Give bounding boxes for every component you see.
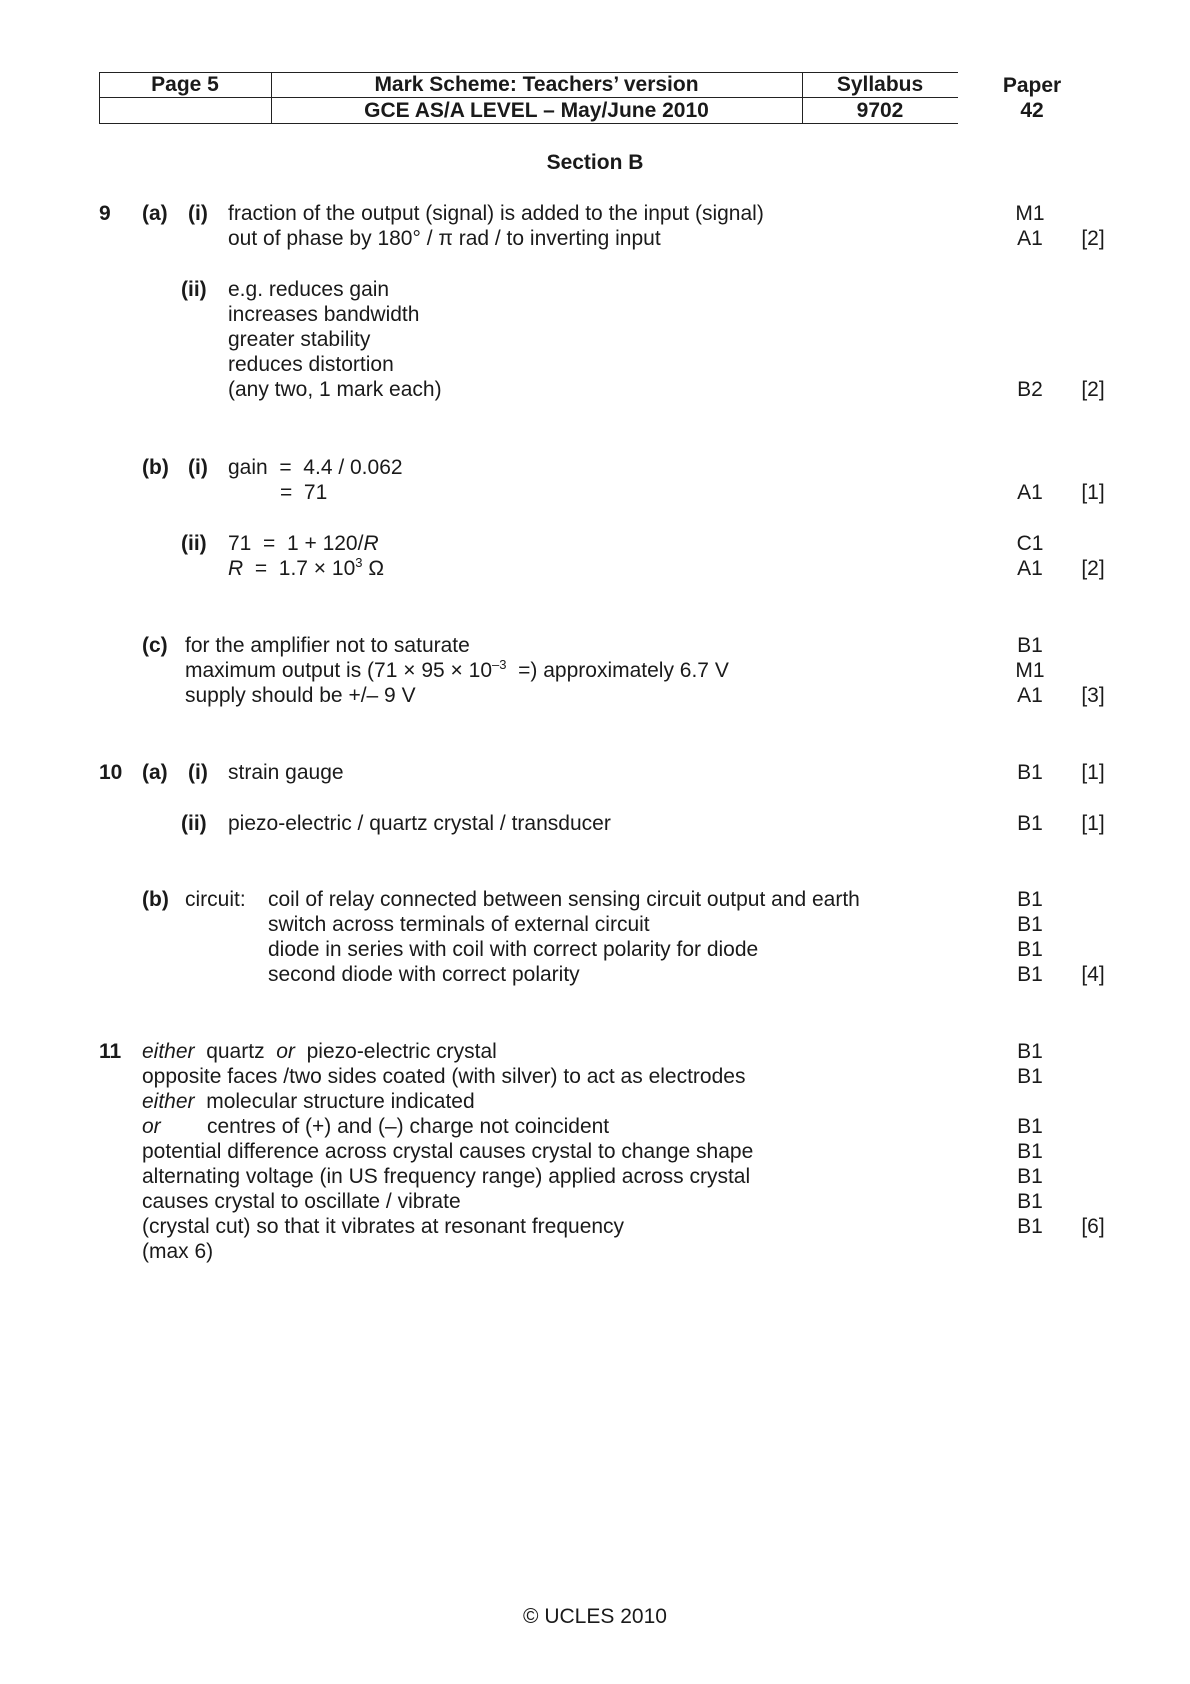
q9c-mark3: A1 [1017,684,1043,707]
q10ai-total: [1] [1081,761,1105,784]
q11-total: [6] [1081,1215,1105,1238]
q9bii-line1-text: 71 = 1 + 120/ [228,532,364,555]
q9ai-mark1: M1 [1015,202,1045,225]
q9aii-line2: increases bandwidth [228,303,420,326]
q9bii-line2-sup: 3 [355,555,363,570]
q11-number: 11 [99,1040,122,1063]
q11-mark2: B1 [1017,1065,1043,1088]
q11-mark7: B1 [1017,1215,1043,1238]
q10aii-label: (ii) [181,812,207,835]
q9aii-label: (ii) [181,278,207,301]
q9aii-mark: B2 [1017,378,1043,401]
q9ai-line1: fraction of the output (signal) is added to the input (signal) [228,202,764,225]
q9bi-total: [1] [1081,481,1105,504]
q9aii-line1: e.g. reduces gain [228,278,390,301]
q10ai-mark: B1 [1017,761,1043,784]
q9c-total: [3] [1081,684,1105,707]
q9bii-line2-var: R [228,557,244,580]
q9bii-mark2: A1 [1017,557,1043,580]
q10b-line1: coil of relay connected between sensing circuit output and earth [268,888,860,911]
q9bii-line1-var: R [363,532,379,555]
q9-number: 9 [99,202,111,225]
header-paper-number: 42 [1020,99,1044,122]
q9bii-line2-text: = 1.7 × 10 [243,557,356,580]
q9aii-line5: (any two, 1 mark each) [228,378,442,401]
q10b-mark1: B1 [1017,888,1043,911]
q10b-line2: switch across terminals of external circuit [268,913,650,936]
q11-line1 [142,1039,497,1064]
q10b-mark2: B1 [1017,913,1043,936]
header-exam: GCE AS/A LEVEL – May/June 2010 [364,99,709,122]
q10aii-text: piezo-electric / quartz crystal / transducer [228,812,611,835]
q9bii-mark1: C1 [1016,532,1044,555]
q11-line4-or: or [142,1115,161,1138]
q9bii-total: [2] [1081,557,1105,580]
q11-line1-either: either [142,1040,195,1063]
q9aii-total: [2] [1081,378,1105,401]
q9bi-label: (i) [188,456,208,479]
q9bi-line2: = 71 [280,481,328,504]
q10ai-text: strain gauge [228,761,344,784]
section-title: Section B [546,151,644,174]
header-paper-label: Paper [1002,74,1062,97]
q10b-line4: second diode with correct polarity [268,963,580,986]
q9ai-total: [2] [1081,227,1105,250]
header-table [99,72,958,124]
q11-line6: alternating voltage (in US frequency range) applied across crystal [142,1165,751,1188]
header-syllabus-code: 9702 [856,99,904,122]
q11-line3-either: either [142,1090,195,1113]
q10b-label: (b) [142,888,169,911]
q9ai-mark2: A1 [1017,227,1043,250]
q9c-line1: for the amplifier not to saturate [185,634,470,657]
q10aii-total: [1] [1081,812,1105,835]
q9aii-line3: greater stability [228,328,371,351]
q11-line4-text: centres of (+) and (–) charge not coincident [207,1115,610,1138]
q9c-line2-rest: =) approximately 6.7 V [506,659,729,682]
q9bi-mark: A1 [1017,481,1043,504]
q9c-line3: supply should be +/– 9 V [185,684,416,707]
q11-line3-text: molecular structure indicated [206,1090,475,1113]
footer-copyright: © UCLES 2010 [523,1605,667,1628]
q10b-line3: diode in series with coil with correct polarity for diode [268,938,759,961]
q9c-label: (c) [142,634,168,657]
header-syllabus-label: Syllabus [836,73,924,96]
q10aii-mark: B1 [1017,812,1043,835]
q11-mark1: B1 [1017,1040,1043,1063]
q11-line2: opposite faces /two sides coated (with silver) to act as electrodes [142,1065,746,1088]
q9bii-line2 [228,556,384,581]
q9b-label: (b) [142,456,169,479]
q10ai-label: (i) [188,761,208,784]
q10a-label: (a) [142,761,168,784]
q9c-line2 [185,658,729,683]
q11-line7: causes crystal to oscillate / vibrate [142,1190,461,1213]
q11-line3 [142,1089,475,1114]
q10b-mark4: B1 [1017,963,1043,986]
q11-line1-b: piezo-electric crystal [306,1040,497,1063]
q9bii-line2-unit: Ω [362,557,385,580]
q9bii-label: (ii) [181,532,207,555]
q9c-line2-sup: –3 [492,657,507,672]
q11-line8: (crystal cut) so that it vibrates at resonant frequency [142,1215,625,1238]
q9bi-line1: gain = 4.4 / 0.062 [228,456,403,479]
q11-mark6: B1 [1017,1190,1043,1213]
q10-number: 10 [99,761,123,784]
q11-mark4: B1 [1017,1140,1043,1163]
q9c-mark1: B1 [1017,634,1043,657]
q9bii-line1 [228,531,379,556]
q11-line5: potential difference across crystal causes crystal to change shape [142,1140,754,1163]
header-page: Page 5 [151,73,219,96]
q11-line1-or: or [276,1040,295,1063]
q9ai-line2: out of phase by 180° / π rad / to inverting input [228,227,661,250]
q9c-line2-text: maximum output is (71 × 95 × 10 [185,659,492,682]
q9aii-line4: reduces distortion [228,353,394,376]
q11-line1-a: quartz [206,1040,265,1063]
q11-mark5: B1 [1017,1165,1043,1188]
q10b-total: [4] [1081,963,1105,986]
header-title: Mark Scheme: Teachers’ version [374,73,699,96]
q9ai-label: (i) [188,202,208,225]
q9a-label: (a) [142,202,168,225]
q11-mark3: B1 [1017,1115,1043,1138]
q9c-mark2: M1 [1015,659,1045,682]
q10b-prefix: circuit: [185,888,246,911]
q10b-mark3: B1 [1017,938,1043,961]
q11-line9: (max 6) [142,1240,214,1263]
